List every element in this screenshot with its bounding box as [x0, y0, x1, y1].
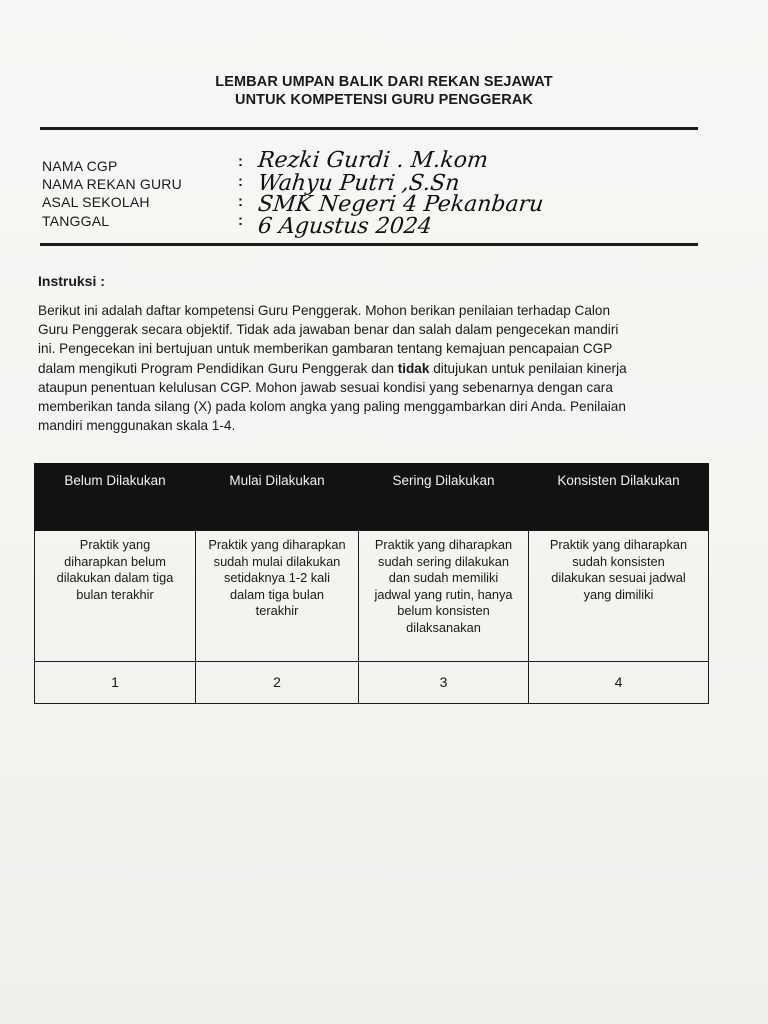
scale-number-4[interactable]: [529, 662, 709, 704]
bottom-divider: [40, 243, 698, 246]
description-line: yang dimiliki: [583, 586, 654, 602]
scale-description-1: [35, 531, 196, 662]
instructions-line: mandiri menggunakan skala 1-4.: [38, 418, 236, 434]
description-line: sudah konsisten: [572, 553, 665, 569]
scale-header-1: Belum Dilakukan: [35, 464, 196, 531]
description-line: terakhir: [255, 603, 299, 618]
scale-number-label: 3: [439, 674, 448, 691]
instructions-line: dalam mengikuti Program Pendidikan Guru Penggerak dan: [38, 360, 398, 376]
field-value-nama-rekan-guru: Wahyu Putri ,S.Sn: [256, 171, 461, 196]
description-line: dilakukan dalam tiga: [56, 570, 174, 585]
field-label-nama-cgp: NAMA CGP: [42, 158, 118, 174]
description-line: bulan terakhir: [76, 586, 154, 602]
scale-number-row: [35, 662, 709, 704]
description-line: sudah mulai dilakukan: [213, 553, 341, 569]
description-line: belum konsisten: [397, 603, 490, 618]
instructions-line: Berikut ini adalah daftar kompetensi Guru Penggerak. Mohon berikan penilaian terhadap Calon: [38, 303, 611, 318]
description-line: sudah sering dilakukan: [378, 553, 509, 569]
field-value-tanggal: 6 Agustus 2024: [256, 214, 434, 239]
instructions-line: Guru Penggerak secara objektif. Tidak ada jawaban benar dan salah dalam pengecekan mandiri: [38, 322, 619, 338]
description-line: jadwal yang rutin, hanya: [374, 586, 513, 602]
scale-description-2: [196, 531, 359, 662]
instructions-line: memberikan tanda silang (X) pada kolom angka yang paling menggambarkan diri Anda. Penilaian: [38, 399, 626, 415]
instructions-heading: Instruksi :: [38, 273, 105, 289]
instructions-paragraph: [38, 301, 702, 435]
scale-number-label: 2: [273, 674, 281, 691]
scale-description-row: [35, 531, 709, 662]
description-line: dilakukan sesuai jadwal: [551, 570, 686, 585]
description-line: diharapkan belum: [64, 553, 166, 569]
scale-description-3: [359, 531, 529, 662]
field-colon: :: [238, 212, 243, 229]
description-line: dan sudah memiliki: [388, 570, 499, 585]
scale-header-4: Konsisten Dilakukan: [529, 464, 709, 531]
instructions-line: ditujukan untuk penilaian kinerja: [429, 360, 627, 376]
scale-number-2[interactable]: [196, 662, 359, 704]
top-divider: [40, 127, 698, 130]
scale-number-3[interactable]: [359, 662, 529, 704]
description-line: Praktik yang diharapkan: [549, 537, 688, 552]
field-colon: :: [238, 173, 243, 190]
scale-number-label: 4: [614, 674, 623, 691]
scale-header-row: [35, 464, 709, 531]
field-label-asal-sekolah: ASAL SEKOLAH: [42, 194, 150, 210]
document-title-line1: LEMBAR UMPAN BALIK DARI REKAN SEJAWAT: [215, 74, 553, 90]
description-line: dilaksanakan: [406, 619, 481, 635]
scale-header-3: Sering Dilakukan: [359, 464, 529, 531]
field-colon: :: [238, 153, 243, 170]
scale-description-4: [529, 531, 709, 662]
field-colon: :: [238, 193, 243, 210]
instructions-line: ataupun penentuan kelulusan CGP. Mohon jawab sesuai kondisi yang sebenarnya dengan cara: [38, 379, 613, 395]
field-value-asal-sekolah: SMK Negeri 4 Pekanbaru: [256, 192, 545, 217]
field-value-nama-cgp: Rezki Gurdi . M.kom: [256, 148, 490, 173]
description-line: Praktik yang: [79, 537, 151, 552]
description-line: dalam tiga bulan: [230, 586, 324, 602]
scale-number-1[interactable]: [35, 662, 196, 704]
instructions-emphasis-tidak: tidak: [397, 360, 430, 376]
field-label-nama-rekan-guru: NAMA REKAN GURU: [42, 176, 182, 192]
scale-header-2: Mulai Dilakukan: [196, 464, 359, 531]
description-line: setidaknya 1-2 kali: [224, 570, 330, 585]
instructions-line: ini. Pengecekan ini bertujuan untuk memberikan gambaran tentang kemajuan pencapaian CGP: [38, 341, 613, 357]
description-line: Praktik yang diharapkan: [374, 537, 513, 552]
scale-number-label: 1: [111, 674, 119, 691]
document-title-line2: UNTUK KOMPETENSI GURU PENGGERAK: [235, 92, 533, 108]
field-label-tanggal: TANGGAL: [42, 213, 110, 229]
rating-scale-table: [34, 463, 709, 704]
description-line: Praktik yang diharapkan: [208, 537, 346, 552]
